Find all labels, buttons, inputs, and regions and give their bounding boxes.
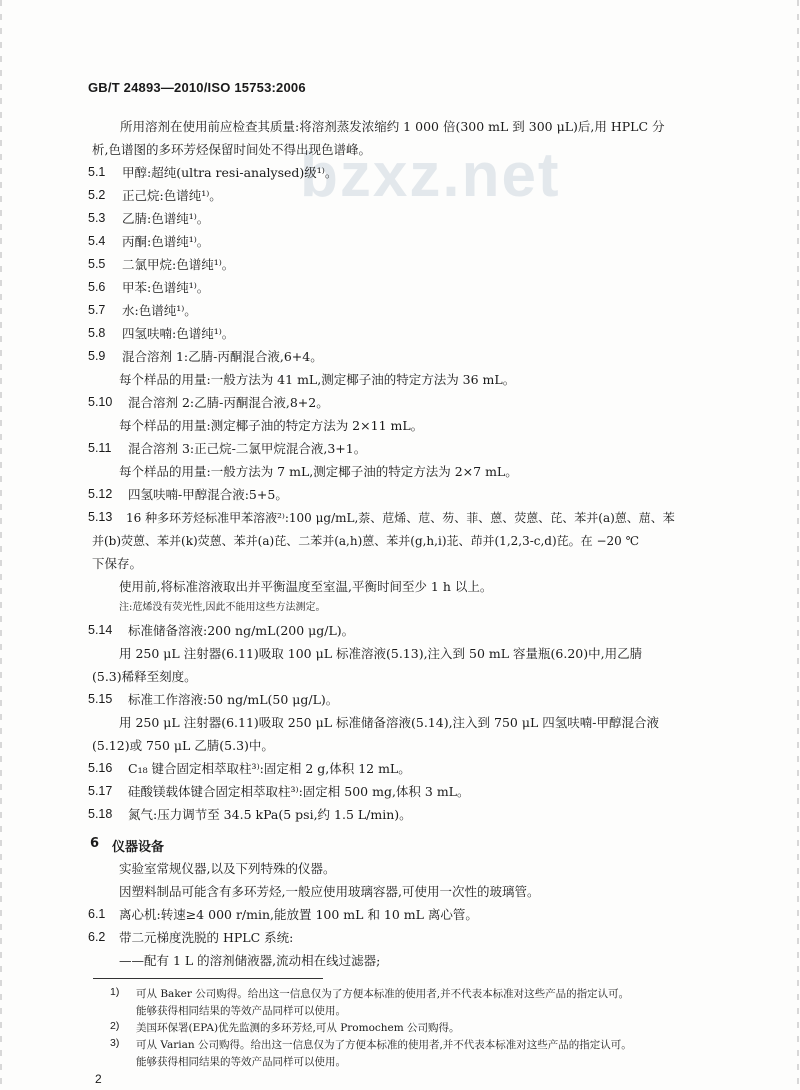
footnote-text: 美国环保署(EPA)优先监测的多环芳烃,可从 Promochem 公司购得。	[136, 1022, 460, 1034]
item-text: 用 250 μL 注射器(6.11)吸取 100 μL 标准溶液(5.13),注入到 50 mL 容量瓶(6.20)中,用乙腈	[119, 646, 643, 661]
intro-line-2: 析,色谱图的多环芳烃保留时间处不得出现色谱峰。	[92, 142, 371, 157]
item-number: 5.11	[88, 441, 112, 455]
item-number: 5.13	[88, 510, 113, 524]
item-text: 每个样品的用量:测定椰子油的特定方法为 2×11 mL。	[119, 418, 424, 433]
item-number: 5.2	[88, 188, 106, 202]
item-text: 二氯甲烷:色谱纯¹⁾。	[122, 257, 235, 272]
item-text: 标准工作溶液:50 ng/mL(50 μg/L)。	[128, 692, 339, 707]
item-text: 氮气:压力调节至 34.5 kPa(5 psi,约 1.5 L/min)。	[128, 807, 412, 822]
section-title: 仪器设备	[112, 840, 165, 855]
footnote-divider	[93, 978, 323, 979]
item-number: 5.1	[88, 165, 106, 179]
item-text: 甲苯:色谱纯¹⁾。	[122, 280, 210, 295]
item-text: 乙腈:色谱纯¹⁾。	[122, 211, 210, 226]
scan-edge-right	[797, 0, 799, 1090]
item-text: 正己烷:色谱纯¹⁾。	[122, 188, 222, 203]
item-text: 每个样品的用量:一般方法为 7 mL,测定椰子油的特定方法为 2×7 mL。	[119, 464, 518, 479]
item-number: 5.9	[88, 349, 106, 363]
item-number: 5.15	[88, 692, 113, 706]
item-number: 5.7	[88, 303, 106, 317]
item-text: 混合溶剂 2:乙腈-丙酮混合液,8+2。	[128, 395, 329, 410]
footnote-number: 2)	[110, 1020, 120, 1032]
item-number: 5.17	[88, 784, 113, 798]
item-number: 5.3	[88, 211, 106, 225]
item-number: 6.1	[88, 907, 106, 921]
footnote-text: 可从 Baker 公司购得。给出这一信息仅为了方便本标准的使用者,并不代表本标准对这些产品的指定认可。	[136, 988, 630, 1000]
item-text: 水:色谱纯¹⁾。	[122, 303, 197, 318]
item-number: 5.5	[88, 257, 106, 271]
item-text: (5.12)或 750 μL 乙腈(5.3)中。	[92, 738, 274, 753]
item-number: 5.16	[88, 761, 113, 775]
footnote-text: 可从 Varian 公司购得。给出这一信息仅为了方便本标准的使用者,并不代表本标准对这些产品的指定认可。	[136, 1039, 632, 1051]
item-text: 混合溶剂 1:乙腈-丙酮混合液,6+4。	[122, 349, 323, 364]
section-text: 实验室常规仪器,以及下列特殊的仪器。	[119, 861, 336, 876]
item-text: 下保存。	[92, 556, 143, 571]
page-number: 2	[95, 1072, 102, 1086]
item-text: 丙酮:色谱纯¹⁾。	[122, 234, 210, 249]
section-number: 6	[90, 836, 100, 851]
footnote-text: 能够获得相同结果的等效产品同样可以使用。	[136, 1056, 346, 1068]
footnote-number: 3)	[110, 1037, 120, 1049]
scan-edge-left	[0, 0, 2, 1090]
watermark: bzxz.net	[300, 141, 561, 210]
item-text: (5.3)稀释至刻度。	[92, 669, 197, 684]
item-text: 每个样品的用量:一般方法为 41 mL,测定椰子油的特定方法为 36 mL。	[119, 372, 516, 387]
item-number: 5.6	[88, 280, 106, 294]
item-text: 用 250 μL 注射器(6.11)吸取 250 μL 标准储备溶液(5.14),注入到 750 μL 四氢呋喃-甲醇混合液	[119, 715, 659, 730]
item-number: 6.2	[88, 930, 106, 944]
note-text: 注:苊烯没有荧光性,因此不能用这些方法测定。	[119, 602, 326, 613]
intro-line-1: 所用溶剂在使用前应检查其质量:将溶剂蒸发浓缩约 1 000 倍(300 mL 到 300 μL)后,用 HPLC 分	[120, 119, 665, 134]
item-text: 硅酸镁载体键合固定相萃取柱³⁾:固定相 500 mg,体积 3 mL。	[128, 784, 470, 799]
footnote-number: 1)	[110, 986, 120, 998]
item-text: 16 种多环芳烃标准甲苯溶液²⁾:100 μg/mL,萘、苊烯、苊、芴、菲、蒽、荧蒽、芘、苯并(a)蒽、䓛、苯	[126, 511, 675, 525]
item-text: C₁₈ 键合固定相萃取柱³⁾:固定相 2 g,体积 12 mL。	[128, 761, 411, 776]
item-text: 四氢呋喃:色谱纯¹⁾。	[122, 326, 235, 341]
footnote-text: 能够获得相同结果的等效产品同样可以使用。	[136, 1005, 346, 1017]
item-number: 5.8	[88, 326, 106, 340]
item-text: ——配有 1 L 的溶剂储液器,流动相在线过滤器;	[119, 953, 381, 968]
item-number: 5.14	[88, 623, 113, 637]
item-text: 离心机:转速≥4 000 r/min,能放置 100 mL 和 10 mL 离心管。	[119, 907, 478, 922]
item-text: 带二元梯度洗脱的 HPLC 系统:	[119, 930, 294, 945]
item-text: 标准储备溶液:200 ng/mL(200 μg/L)。	[128, 623, 355, 638]
item-number: 5.10	[88, 395, 113, 409]
item-text: 甲醇:超纯(ultra resi-analysed)级¹⁾。	[122, 165, 338, 180]
section-text: 因塑料制品可能含有多环芳烃,一般应使用玻璃容器,可使用一次性的玻璃管。	[119, 884, 540, 899]
item-number: 5.12	[88, 487, 113, 501]
item-number: 5.18	[88, 807, 113, 821]
item-text: 并(b)荧蒽、苯并(k)荧蒽、苯并(a)芘、二苯并(a,h)蒽、苯并(g,h,i)苝、茚并(1,2,3-c,d)芘。在 −20 ℃	[92, 534, 640, 548]
item-number: 5.4	[88, 234, 106, 248]
item-text: 混合溶剂 3:正己烷-二氯甲烷混合液,3+1。	[128, 441, 367, 456]
standard-header: GB/T 24893—2010/ISO 15753:2006	[88, 80, 306, 95]
item-text: 使用前,将标准溶液取出并平衡温度至室温,平衡时间至少 1 h 以上。	[119, 579, 493, 594]
item-text: 四氢呋喃-甲醇混合液:5+5。	[128, 487, 288, 502]
